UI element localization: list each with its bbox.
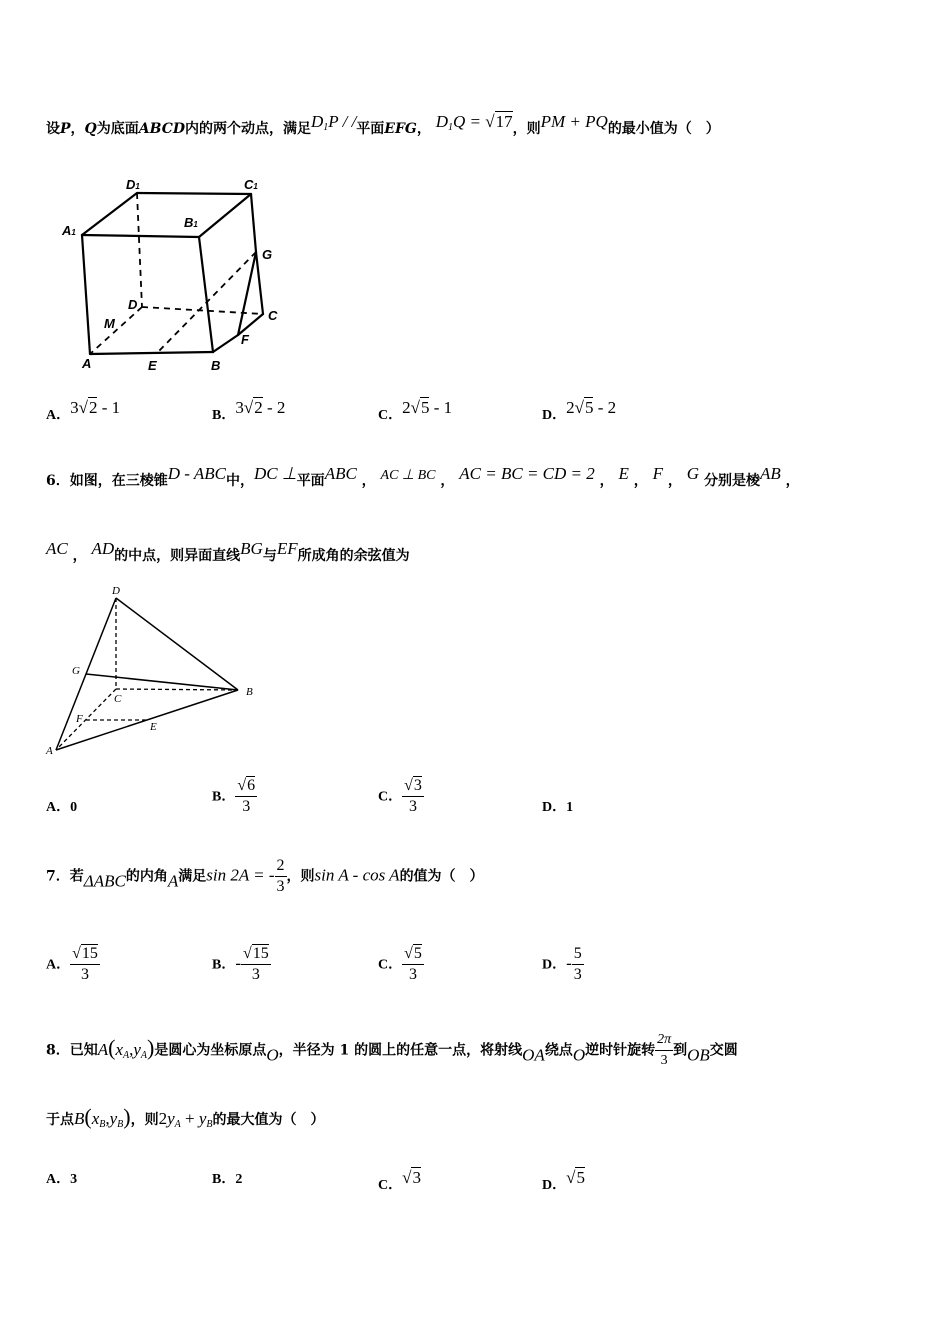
- q5-comma: ，: [416, 121, 431, 137]
- q5-text: 设: [46, 121, 60, 137]
- q6-perp1: DC ⊥: [254, 464, 297, 483]
- q6-text: 与: [262, 548, 277, 564]
- q8-text: ，则: [130, 1112, 159, 1128]
- q6-text: 所成角的余弦值为: [297, 548, 410, 564]
- svg-text:B: B: [211, 358, 221, 372]
- svg-text:D1: D1: [126, 177, 140, 192]
- q7-condition: sin 2A = -: [206, 865, 275, 885]
- q8-text: 逆时针旋转: [585, 1042, 656, 1059]
- q7-triangle: ΔABC: [83, 871, 126, 891]
- q6-var-e: E: [618, 464, 629, 483]
- q5-comma: ，: [70, 121, 85, 137]
- q6-text: 中，: [226, 473, 254, 489]
- q8-stem-line2: [46, 1104, 325, 1130]
- svg-text:A1: A1: [62, 223, 76, 238]
- svg-text:C: C: [114, 693, 122, 705]
- q7-text: 若: [69, 868, 84, 885]
- q8-point-a: $A(x_A,y_A)$: [97, 1034, 155, 1061]
- q6-sep: ，: [72, 548, 87, 564]
- q5-efg: EFG: [384, 121, 417, 137]
- q7-option-b[interactable]: B．- $\frac{√15}{3}$: [212, 945, 269, 983]
- q6-line-bg: BG: [240, 539, 263, 558]
- q6-stem-line2: [46, 539, 410, 565]
- q6-text: 分别是棱: [703, 473, 760, 489]
- q8-origin: O: [266, 1045, 279, 1065]
- q8-text: 到: [673, 1042, 688, 1059]
- q8-option-b[interactable]: B．2: [212, 1172, 243, 1187]
- q6-option-b[interactable]: B． $\frac{√6}{3}$: [212, 777, 256, 815]
- svg-text:A: A: [82, 356, 92, 371]
- q7-text: 的值为（ ）: [399, 868, 484, 885]
- q6-text: 如图，在三棱锥: [69, 473, 168, 489]
- q6-pyramid-figure: [40, 578, 270, 762]
- q8-number: 8．: [46, 1042, 70, 1059]
- q6-var-g: G: [686, 464, 700, 483]
- q5-prism-figure: [58, 172, 290, 372]
- q6-sep: ，: [667, 473, 682, 489]
- q6-text: 平面: [296, 473, 325, 489]
- svg-text:D: D: [128, 297, 138, 312]
- q6-sep: ，: [599, 473, 614, 489]
- q5-option-c[interactable]: C．2√5 - 1: [378, 398, 453, 423]
- q8-expr: $2y_A + y_B$: [158, 1109, 213, 1130]
- svg-text:F: F: [76, 713, 83, 725]
- q7-text: ，则: [286, 868, 315, 885]
- q5-cond1: $D_1P$ / /: [310, 112, 357, 133]
- q7-text: 的内角: [125, 868, 168, 885]
- q5-figure-labels: [61, 177, 278, 372]
- q6-var-f: F: [652, 464, 664, 483]
- svg-text:G: G: [72, 665, 80, 677]
- q8-text: 绕点: [544, 1042, 573, 1059]
- q8-option-c[interactable]: C．√3: [378, 1168, 421, 1193]
- q6-sep: ，: [361, 473, 376, 489]
- q8-option-d[interactable]: D．√5: [542, 1168, 585, 1193]
- svg-text:E: E: [150, 721, 157, 733]
- q7-option-a[interactable]: A． $\frac{√15}{3}$: [46, 945, 98, 983]
- q5-expr: PM + PQ: [540, 112, 608, 131]
- q5-option-d[interactable]: D．2√5 - 2: [542, 398, 617, 423]
- svg-text:M: M: [104, 316, 115, 331]
- q6-number: 6．: [46, 473, 70, 489]
- q8-text: 的最大值为（ ）: [212, 1112, 325, 1128]
- q8-ray-ob: OB: [687, 1045, 710, 1065]
- q8-text: 已知: [69, 1042, 98, 1059]
- q6-option-d[interactable]: D．1: [542, 800, 574, 815]
- q7-text: 满足: [178, 868, 207, 885]
- svg-text:C: C: [268, 308, 278, 323]
- q8-ray-oa: OA: [522, 1045, 545, 1065]
- q6-pyramid: D - ABC: [167, 464, 226, 483]
- q6-option-c[interactable]: C． $\frac{√3}{3}$: [378, 777, 422, 815]
- q6-plane: ABC: [324, 464, 357, 483]
- svg-text:B: B: [246, 686, 253, 698]
- q7-number: 7．: [46, 868, 70, 885]
- svg-text:A: A: [46, 745, 53, 757]
- q5-var-q: Q: [84, 121, 97, 137]
- q8-text: 是圆心为坐标原点: [154, 1042, 267, 1059]
- svg-text:B1: B1: [184, 215, 198, 230]
- q7-var-a: A: [167, 871, 179, 891]
- svg-text:C1: C1: [244, 177, 258, 192]
- q6-sep: ，: [633, 473, 648, 489]
- q5-text: 平面: [356, 121, 385, 137]
- q5-text: 为底面: [96, 121, 139, 137]
- q5-text: ，则: [512, 121, 541, 137]
- q5-option-a[interactable]: A．3√2 - 1: [46, 398, 121, 423]
- q5-cond2: $D_1Q = √17$: [435, 112, 513, 133]
- q8-origin: O: [572, 1045, 586, 1065]
- q5-text: 内的两个动点，满足: [184, 121, 311, 137]
- svg-text:E: E: [148, 358, 157, 372]
- q7-expr: sin A - cos A: [314, 865, 400, 885]
- q5-text: 的最小值为（ ）: [607, 121, 720, 137]
- q6-perp2: AC ⊥ BC: [380, 468, 436, 483]
- svg-text:G: G: [262, 247, 273, 262]
- q6-option-a[interactable]: A．0: [46, 800, 78, 815]
- q6-line-ef: EF: [276, 539, 298, 558]
- svg-text:F: F: [241, 332, 249, 347]
- q7-option-d[interactable]: D．- $\frac{5}{3}$: [542, 945, 582, 983]
- svg-text:D: D: [112, 585, 120, 597]
- q8-point-b: $B(x_B,y_B)$: [74, 1104, 131, 1130]
- q5-var-p: P: [60, 121, 71, 137]
- q6-figure-labels: [45, 585, 253, 757]
- q6-edge-ac: AC: [46, 539, 68, 558]
- q7-stem: 7．若ΔABC的内角A满足sin 2A = - $\frac{2}{3}$ ，则sin A - cos A的值为（ ）: [46, 857, 484, 895]
- q8-text: 交圆: [709, 1042, 738, 1059]
- q6-sep: ，: [440, 473, 455, 489]
- q6-sep: ，: [785, 473, 800, 489]
- q5-stem: [46, 112, 720, 138]
- q6-edge-ad: AD: [91, 539, 115, 558]
- q8-option-a[interactable]: A．3: [46, 1172, 78, 1187]
- q6-edge-ab: AB: [759, 464, 781, 483]
- q6-text: 的中点，则异面直线: [114, 548, 241, 564]
- q8-text: 于点: [46, 1112, 74, 1128]
- q5-abcd: ABCD: [138, 121, 185, 137]
- q6-stem-line1: [46, 464, 800, 490]
- q8-stem-line1: 8．已知$A(x_A,y_A)$是圆心为坐标原点O，半径为 1 的圆上的任意一点，将射线OA绕点O逆时针旋转 $\frac{2\pi}{3}$ 到OB交圆: [46, 1032, 738, 1068]
- q5-option-b[interactable]: B．3√2 - 2: [212, 398, 286, 423]
- q6-equal-sides: AC = BC = CD = 2: [459, 464, 595, 483]
- q8-text: ，半径为 1 的圆上的任意一点，将射线: [278, 1042, 523, 1059]
- q7-option-c[interactable]: C． $\frac{√5}{3}$: [378, 945, 422, 983]
